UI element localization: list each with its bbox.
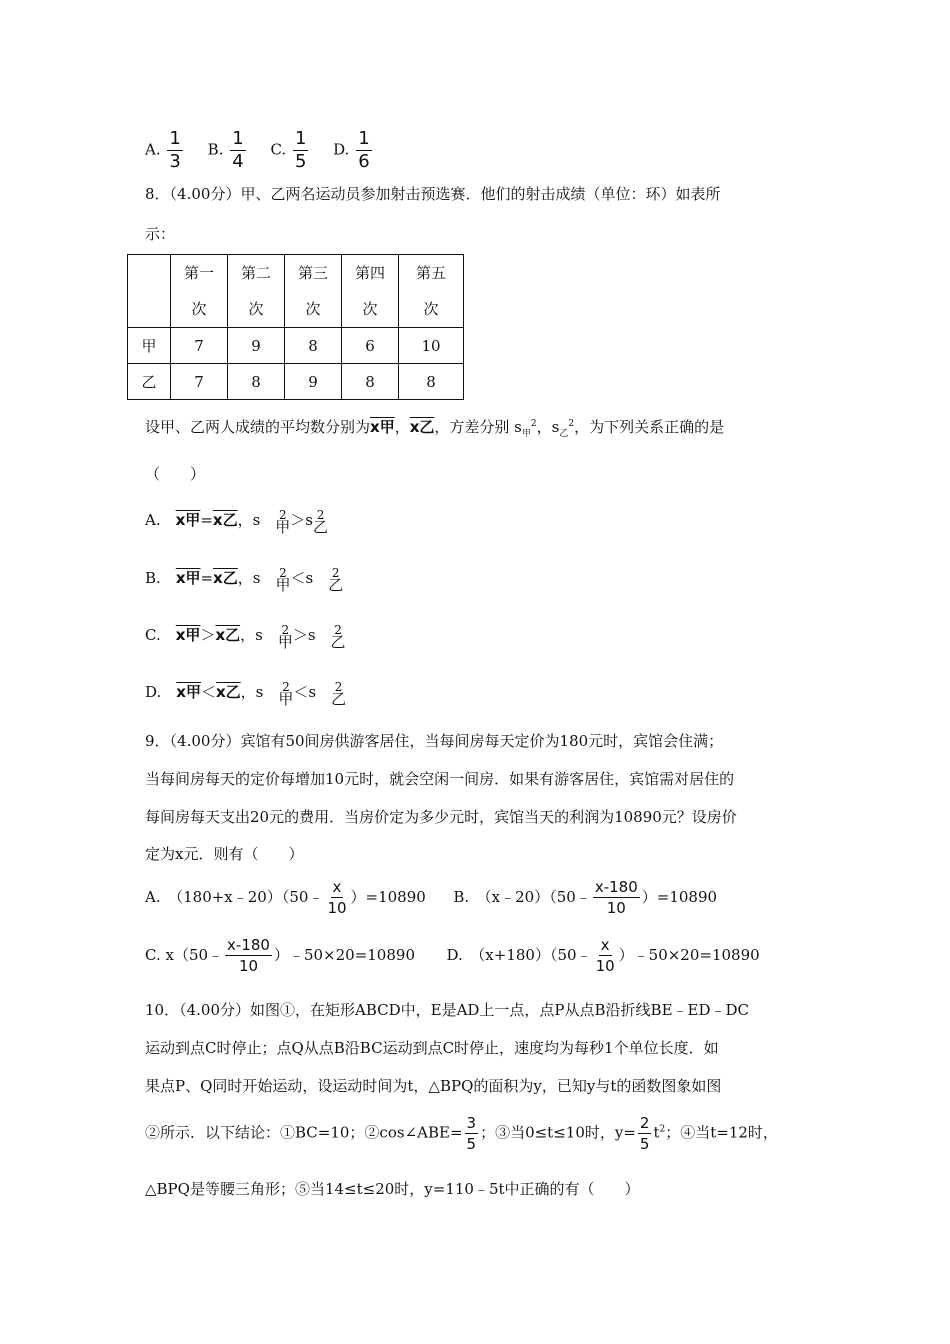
mean-yi: x乙 [409, 418, 435, 436]
q10-line2: 运动到点C时停止；点Q从点B沿BC运动到点C时停止，速度均为每秒1个单位长度．如 [145, 1039, 719, 1057]
fraction: $\frac{1}{4}$ [232, 128, 244, 172]
fraction: $\frac{x}{10}$ [327, 878, 347, 917]
q9-line3: 每间房每天支出20元的费用．当房价定为多少元时，宾馆当天的利润为10890元？设房价 [145, 808, 737, 826]
table-header-row [128, 255, 464, 328]
table-cell: 10 [399, 328, 464, 364]
fraction: $\frac{2}{5}$ [639, 1114, 650, 1153]
table-header-cell: 第一 次 [171, 255, 228, 328]
q10-line3: 果点P、Q同时开始运动，设运动时间为t，△BPQ的面积为y，已知y与t的函数图象如图 [145, 1077, 722, 1095]
table-cell: 6 [342, 328, 399, 364]
q9-option-b: B. （x﹣20）（50﹣ $\frac{x-180}{10}$ ）=10890 [453, 878, 718, 917]
fraction: $\frac{x-180}{10}$ [227, 936, 270, 975]
table-cell: 8 [342, 364, 399, 400]
q10-line1: 10．（4.00分）如图①，在矩形ABCD中，E是AD上一点，点P从点B沿折线BE﹣ED﹣DC [145, 1001, 750, 1019]
q7-options [145, 128, 392, 173]
table-cell: 8 [228, 364, 285, 400]
table-cell: 7 [171, 364, 228, 400]
fraction: $\frac{x-180}{10}$ [594, 878, 638, 917]
table-row-label: 甲 [128, 328, 171, 364]
q7-option-c: C. $\frac{1}{5}$ [270, 128, 307, 172]
q9-line2: 当每间房每天的定价每增加10元时，就会空闲一间房．如果有游客居住，宾馆需对居住的 [145, 770, 735, 788]
q10-line4: ②所示．以下结论：①BC=10；②cos∠ABE= $\frac{3}{5}$ ；③当0≤t≤10时，y= $\frac{2}{5}$ $t^2$；④当t=12时， [145, 1114, 778, 1153]
q9-options-cd [145, 935, 760, 976]
table-cell: 9 [228, 328, 285, 364]
table-header-cell: 第二 次 [228, 255, 285, 328]
q9-options-ab [145, 877, 717, 918]
q9-option-a: A. （180+x﹣20）（50﹣ $\frac{x}{10}$ ）=10890 [145, 878, 426, 917]
fraction: $\frac{x}{10}$ [595, 936, 615, 975]
table-row-label: 乙 [128, 364, 171, 400]
q8-stem-line1: 8．（4.00分）甲、乙两名运动员参加射击预选赛．他们的射击成绩（单位：环）如表所 [145, 185, 721, 203]
mean-jia: x甲 [370, 418, 395, 436]
q7-option-a: A. $\frac{1}{3}$ [145, 128, 181, 172]
q8-option-a: A. x甲=x乙，s 2 甲 ＞s 2 乙 [145, 508, 329, 536]
q10-line5: △BPQ是等腰三角形；⑤当14≤t≤20时，y=110﹣5t中正确的有（ ） [145, 1180, 640, 1198]
table-header-cell: 第三 次 [285, 255, 342, 328]
table-cell: 8 [399, 364, 464, 400]
q9-option-d: D. （x+180）（50﹣ $\frac{x}{10}$ ）﹣50×20=10890 [446, 936, 760, 975]
fraction: $\frac{3}{5}$ [466, 1114, 477, 1153]
q8-option-d: D. x甲＜x乙，s 2 甲 ＜s 2 乙 [145, 680, 347, 708]
q9-line4: 定为x元．则有（ ） [145, 845, 304, 863]
fraction: $\frac{1}{5}$ [294, 128, 307, 172]
fraction: $\frac{1}{3}$ [169, 128, 181, 172]
q7-option-b: B. $\frac{1}{4}$ [207, 128, 244, 172]
table-cell: 8 [285, 328, 342, 364]
q8-option-b: B. x甲=x乙，s 2 甲 ＜s 2 乙 [145, 566, 344, 594]
table-row [128, 328, 464, 364]
q9-option-c: C. x（50﹣ $\frac{x-180}{10}$ ）﹣50×20=10890 [145, 936, 415, 975]
q9-line1: 9．（4.00分）宾馆有50间房供游客居住，当每间房每天定价为180元时，宾馆会住满； [145, 732, 724, 750]
table-corner-cell [128, 255, 171, 328]
fraction: $\frac{1}{6}$ [358, 128, 370, 172]
scores-table [127, 254, 464, 400]
q7-option-d: D. $\frac{1}{6}$ [333, 128, 370, 172]
table-cell: 7 [171, 328, 228, 364]
q8-stem-line2: 示： [145, 225, 176, 243]
table-cell: 9 [285, 364, 342, 400]
table-header-cell: 第四 次 [342, 255, 399, 328]
table-header-cell: 第五 次 [399, 255, 464, 328]
table-row [128, 364, 464, 400]
q8-question: 设甲、乙两人成绩的平均数分别为x甲，x乙，方差分别 $s_甲^2$，$s_乙^2$，为下列关系正确的是 [145, 418, 725, 439]
q8-option-c: C. x甲＞x乙，s 2 甲 ＞s 2 乙 [145, 623, 346, 651]
q8-paren: （ ） [145, 465, 206, 483]
